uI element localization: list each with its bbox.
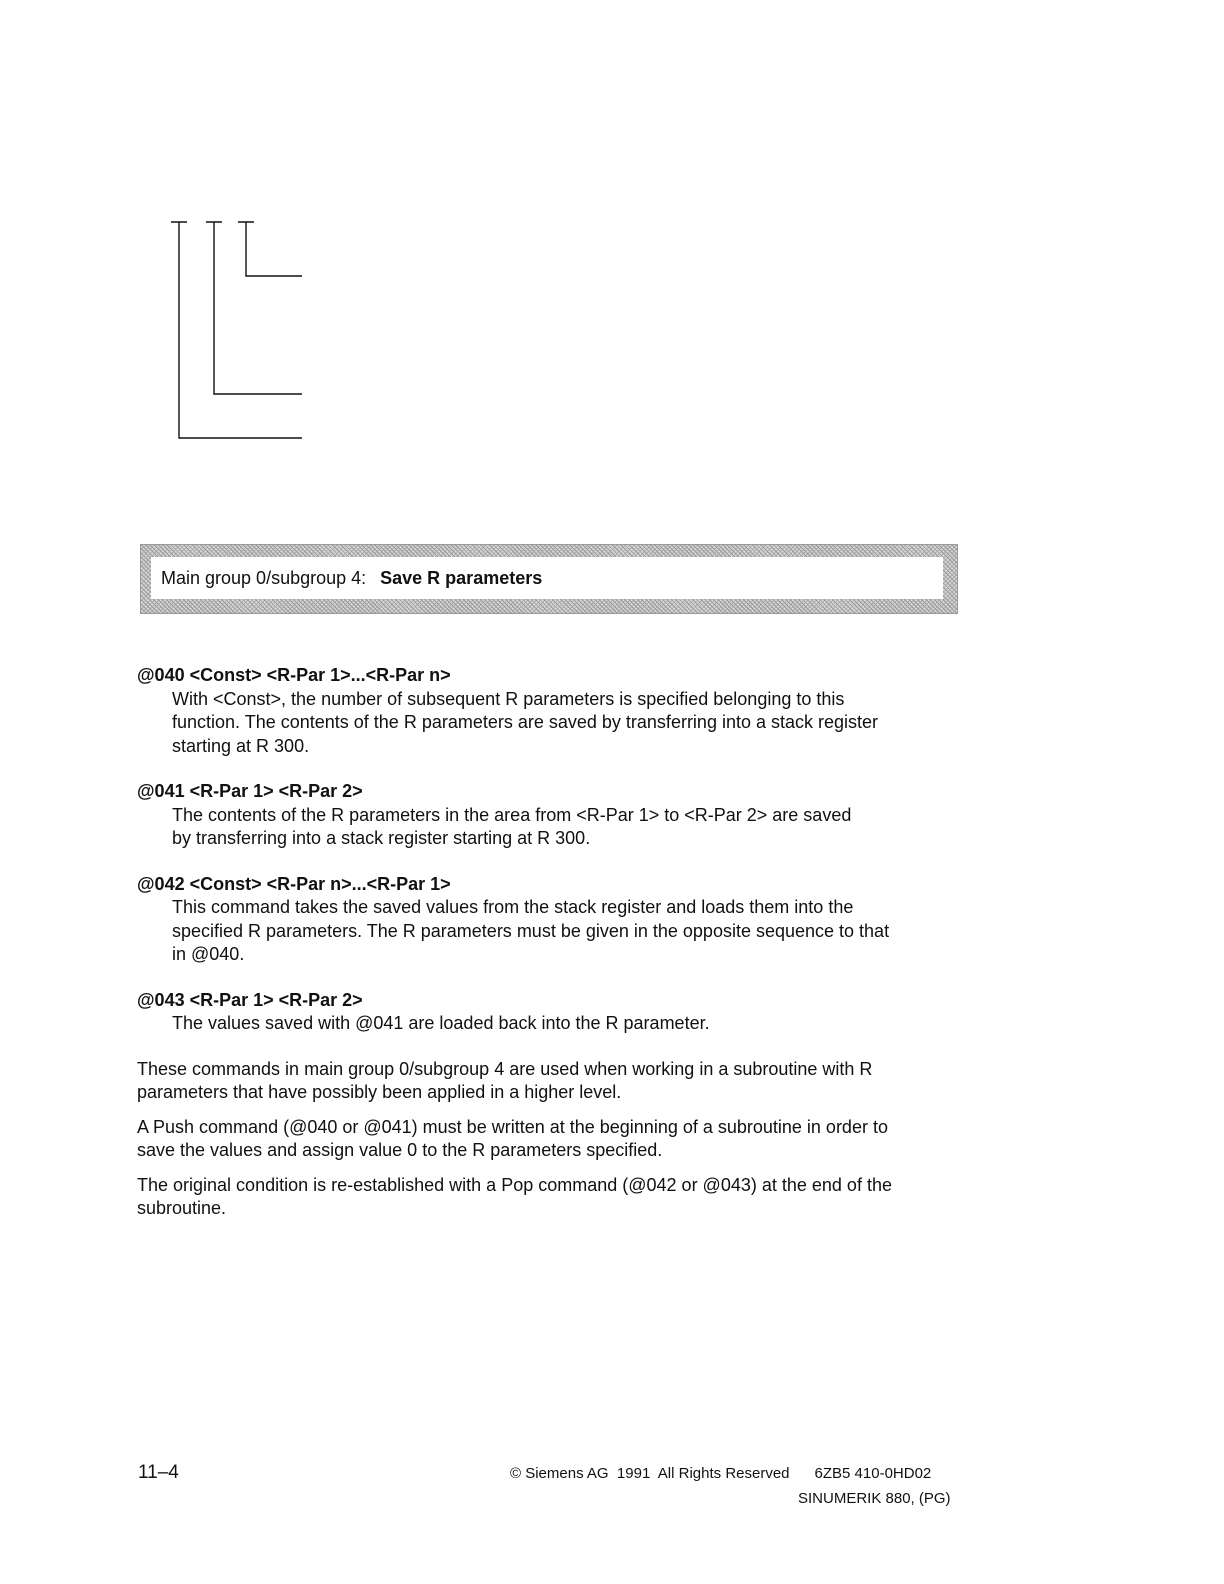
command-description <box>172 896 957 967</box>
text-line: by transferring into a stack register starting at R 300. <box>172 828 591 848</box>
text-line: This command takes the saved values from the stack register and loads them into the <box>172 897 854 917</box>
command-heading: @041 <R-Par 1> <R-Par 2> <box>137 781 363 801</box>
command-heading: @043 <R-Par 1> <R-Par 2> <box>137 989 363 1010</box>
paragraph-push <box>137 1116 957 1163</box>
page-number: 11–4 <box>138 1462 179 1483</box>
text-line: parameters that have possibly been applied in a higher level. <box>137 1082 622 1102</box>
text-line: specified R parameters. The R parameters must be given in the opposite sequence to that <box>172 920 890 941</box>
command-043 <box>137 989 957 1036</box>
command-description <box>172 804 957 851</box>
footer-copyright: © Siemens AG 1991 All Rights Reserved 6ZB5 410-0HD02 <box>510 1465 932 1482</box>
text-line: A Push command (@040 or @041) must be written at the beginning of a subroutine in order to <box>137 1116 888 1137</box>
bracket-line-2 <box>206 222 302 394</box>
bracket-diagram <box>0 0 1224 460</box>
paragraph-pop <box>137 1174 957 1221</box>
banner-title: Save R parameters <box>380 567 543 588</box>
paragraph-usage <box>137 1058 957 1105</box>
text-line: function. The contents of the R parameters are saved by transferring into a stack register <box>172 712 879 732</box>
command-041 <box>137 780 957 851</box>
text-line: With <Const>, the number of subsequent R parameters is specified belonging to this <box>172 688 845 709</box>
banner-prefix: Main group 0/subgroup 4: <box>161 567 367 588</box>
section-banner-text <box>151 557 943 599</box>
text-line: in @040. <box>172 944 245 964</box>
command-heading: @040 <Const> <R-Par 1>...<R-Par n> <box>137 665 451 685</box>
text-line: The contents of the R parameters in the area from <R-Par 1> to <R-Par 2> are saved <box>172 804 852 825</box>
command-042 <box>137 873 957 967</box>
text-line: The original condition is re-established with a Pop command (@042 or @043) at the end of the <box>137 1174 892 1195</box>
command-description <box>172 688 957 759</box>
text-line: starting at R 300. <box>172 735 310 756</box>
main-content <box>137 664 957 1232</box>
text-line: save the values and assign value 0 to the R parameters specified. <box>137 1140 663 1160</box>
command-040 <box>137 664 957 758</box>
text-line: subroutine. <box>137 1198 227 1218</box>
bracket-line-1 <box>171 222 302 438</box>
text-line: These commands in main group 0/subgroup 4 are used when working in a subroutine with R <box>137 1058 873 1079</box>
command-description <box>172 1012 957 1036</box>
section-banner <box>140 544 958 614</box>
command-heading: @042 <Const> <R-Par n>...<R-Par 1> <box>137 873 451 894</box>
bracket-line-3 <box>238 222 302 276</box>
footer-product: SINUMERIK 880, (PG) <box>798 1490 951 1507</box>
text-line: The values saved with @041 are loaded back into the R parameter. <box>172 1013 710 1033</box>
